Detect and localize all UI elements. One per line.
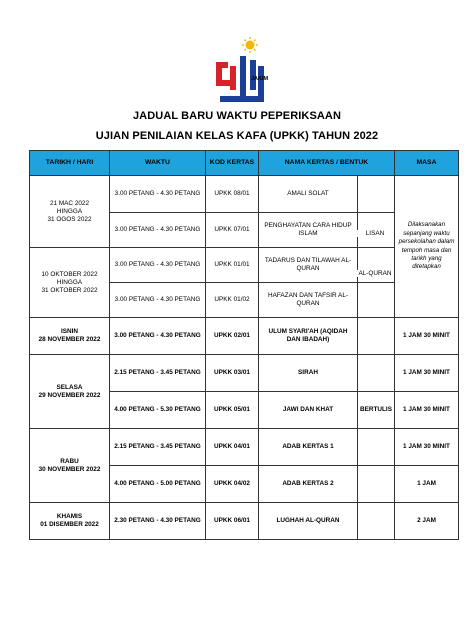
code-cell: UPKK 03/01 xyxy=(206,355,259,392)
code-cell: UPKK 01/02 xyxy=(206,283,259,318)
day-label: KHAMIS xyxy=(56,513,83,520)
paper-name: PENGHAYATAN CARA HIDUP ISLAM xyxy=(259,213,358,247)
exam-schedule-table xyxy=(29,150,459,540)
time-cell: 4.00 PETANG - 5.30 PETANG xyxy=(110,392,206,429)
logo-text: JAKIM xyxy=(251,76,269,82)
code-cell: UPKK 01/01 xyxy=(206,248,259,283)
header-duration: MASA xyxy=(395,151,459,176)
time-cell: 3.00 PETANG - 4.30 PETANG xyxy=(110,176,206,213)
paper-name: HAFAZAN DAN TAFSIR AL-QURAN xyxy=(259,283,358,317)
table-row xyxy=(30,248,459,283)
day-label: SELASA xyxy=(56,383,83,391)
time-cell: 2.15 PETANG - 3.45 PETANG xyxy=(110,355,206,392)
date-to: 31 OGOS 2022 xyxy=(47,215,92,223)
name-cell xyxy=(259,392,395,429)
date-from: 21 MAC 2022 xyxy=(49,199,90,207)
header-time: WAKTU xyxy=(110,151,206,176)
written-form: BERTULIS xyxy=(360,406,392,413)
name-cell xyxy=(259,176,395,213)
title-line-2: UJIAN PENILAIAN KELAS KAFA (UPKK) TAHUN 2022 xyxy=(95,130,379,142)
paper-name: SIRAH xyxy=(259,355,358,391)
duration-cell: 1 JAM 30 MINIT xyxy=(395,355,459,392)
name-cell xyxy=(259,248,395,283)
header-date-day: TARIKH / HARI xyxy=(30,151,110,176)
name-cell xyxy=(259,355,395,392)
date-from: 10 OKTOBER 2022 xyxy=(41,270,98,278)
code-cell: UPKK 08/01 xyxy=(206,176,259,213)
table-row xyxy=(30,318,459,355)
paper-name: AMALI SOLAT xyxy=(259,176,358,212)
date-cell xyxy=(30,248,110,318)
jakim-logo xyxy=(210,36,270,108)
duration-cell: 1 JAM 30 MINIT xyxy=(395,429,459,466)
paper-name: ULUM SYARI'AH (AQIDAH DAN IBADAH) xyxy=(259,318,358,354)
time-cell: 4.00 PETANG - 5.00 PETANG xyxy=(110,466,206,503)
time-cell: 3.00 PETANG - 4.30 PETANG xyxy=(110,283,206,318)
header-paper-name: NAMA KERTAS / BENTUK xyxy=(259,151,395,176)
document-title xyxy=(0,110,474,142)
time-cell: 2.15 PETANG - 3.45 PETANG xyxy=(110,429,206,466)
title-line-1: JADUAL BARU WAKTU PEPERIKSAAN xyxy=(132,110,342,122)
date-cell xyxy=(30,176,110,248)
duration-cell: 1 JAM 30 MINIT xyxy=(395,392,459,429)
time-cell: 3.00 PETANG - 4.30 PETANG xyxy=(110,318,206,355)
code-cell: UPKK 05/01 xyxy=(206,392,259,429)
table-header-row xyxy=(30,151,459,176)
table-row xyxy=(30,503,459,540)
code-cell: UPKK 04/02 xyxy=(206,466,259,503)
logo-sun-icon xyxy=(246,41,255,50)
table-row xyxy=(30,355,459,392)
date-cell xyxy=(30,503,110,540)
date-cell xyxy=(30,318,110,355)
paper-name: ADAB KERTAS 1 xyxy=(259,429,358,465)
date-label: 30 NOVEMBER 2022 xyxy=(38,465,101,473)
day-label: RABU xyxy=(60,457,79,465)
date-cell xyxy=(30,429,110,503)
name-cell xyxy=(259,318,395,355)
time-cell: 3.00 PETANG - 4.30 PETANG xyxy=(110,248,206,283)
time-cell: 3.00 PETANG - 4.30 PETANG xyxy=(110,213,206,248)
day-label: ISNIN xyxy=(60,328,79,335)
quran-form-label: AL-QURAN xyxy=(358,270,392,277)
date-label: 28 NOVEMBER 2022 xyxy=(38,336,101,343)
date-cell xyxy=(30,355,110,429)
oral-form-label: LISAN xyxy=(357,230,393,237)
duration-cell: 1 JAM xyxy=(395,466,459,503)
date-to: 31 OKTOBER 2022 xyxy=(41,286,98,294)
paper-name: TADARUS DAN TILAWAH AL-QURAN xyxy=(259,248,358,282)
code-cell: UPKK 06/01 xyxy=(206,503,259,540)
code-cell: UPKK 07/01 xyxy=(206,213,259,248)
date-until: HINGGA xyxy=(56,278,83,286)
paper-name: LUGHAH AL-QURAN xyxy=(259,503,358,539)
name-cell xyxy=(259,466,395,503)
paper-name: JAWI DAN KHAT xyxy=(259,392,358,428)
oral-duration-note: Dilaksanakan sepanjang waktu persekolahan dalam tempoh masa dan tarikh yang ditetapkan xyxy=(395,176,459,318)
duration-cell: 2 JAM xyxy=(395,503,459,540)
table-row xyxy=(30,429,459,466)
duration-cell: 1 JAM 30 MINIT xyxy=(395,318,459,355)
date-label: 01 DISEMBER 2022 xyxy=(40,521,99,528)
header-code: KOD KERTAS xyxy=(206,151,259,176)
date-until: HINGGA xyxy=(56,207,83,215)
paper-name: ADAB KERTAS 2 xyxy=(259,466,358,502)
name-cell xyxy=(259,429,395,466)
date-label: 29 NOVEMBER 2022 xyxy=(38,391,101,399)
name-cell xyxy=(259,283,395,318)
name-cell xyxy=(259,503,395,540)
code-cell: UPKK 04/01 xyxy=(206,429,259,466)
table-row xyxy=(30,176,459,213)
time-cell: 2.30 PETANG - 4.30 PETANG xyxy=(110,503,206,540)
code-cell: UPKK 02/01 xyxy=(206,318,259,355)
